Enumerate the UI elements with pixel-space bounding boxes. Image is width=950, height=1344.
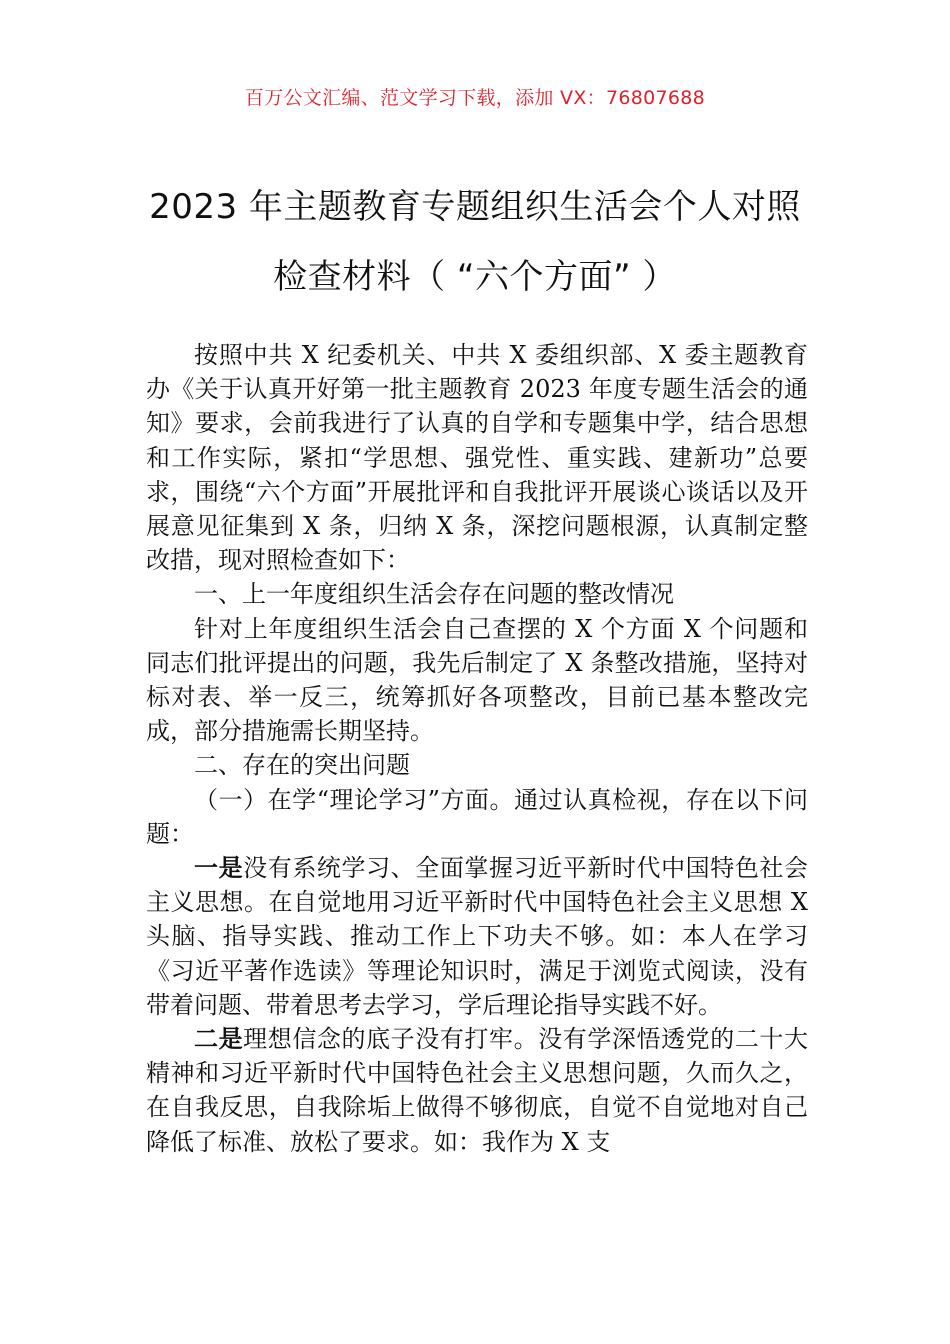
- problem-text-1: 没有系统学习、全面掌握习近平新时代中国特色社会主义思想。在自觉地用习近平新时代中国特色社会主义思想 X 头脑、指导实践、推动工作上下功夫不够。如：本人在学习《习近平著作选读》等理论知识时，满足于浏览式阅读，没有带着问题、带着思考去学习，学后理论指导实践不好。: [146, 854, 809, 1019]
- title-line-1: 2023 年主题教育专题组织生活会个人对照: [149, 187, 801, 227]
- problem-lead-1: 一是: [194, 853, 244, 883]
- problem-paragraph-2: [146, 1022, 808, 1159]
- header-download-note: 百万公文汇编、范文学习下载，添加 VX：76807688: [244, 87, 706, 109]
- problem-text-2: 理想信念的底子没有打牢。没有学深悟透党的二十大精神和习近平新时代中国特色社会主义思想问题，久而久之，在自我反思，自我除垢上做得不够彻底，自觉不自觉地对自己降低了标准、放松了要求。如：我作为 X 支: [146, 1025, 809, 1156]
- title-line-2: 检查材料（ “六个方面” ）: [273, 257, 677, 297]
- subsection-theory-study: （一）在学“理论学习”方面。通过认真检视，存在以下问题：: [146, 785, 808, 848]
- document-body: [146, 338, 808, 1159]
- problem-lead-2: 二是: [194, 1024, 244, 1054]
- section-heading-problems: 二、存在的突出问题: [194, 751, 410, 780]
- intro-paragraph: 按照中共 X 纪委机关、中共 X 委组织部、X 委主题教育办《关于认真开好第一批主题教育 2023 年度专题生活会的通知》要求，会前我进行了认真的自学和专题集中学，结合思想和工作实际，紧扣“学思想、强党性、重实践、建新功”总要求，围绕“六个方面”开展批评和自我批评开展谈心谈话以及开展意见征集到 X 条，归纳 X 条，深挖问题根源，认真制定整改措，现对照检查如下：: [146, 341, 808, 575]
- document-title: [120, 172, 830, 312]
- problem-paragraph-1: [146, 851, 808, 1022]
- section-heading-rectification: 一、上一年度组织生活会存在问题的整改情况: [194, 580, 674, 609]
- rectification-paragraph: 针对上年度组织生活会自己查摆的 X 个方面 X 个问题和同志们批评提出的问题，我先后制定了 X 条整改措施，坚持对标对表、举一反三，统筹抓好各项整改，目前已基本整改完成，部分措施需长期坚持。: [146, 614, 808, 746]
